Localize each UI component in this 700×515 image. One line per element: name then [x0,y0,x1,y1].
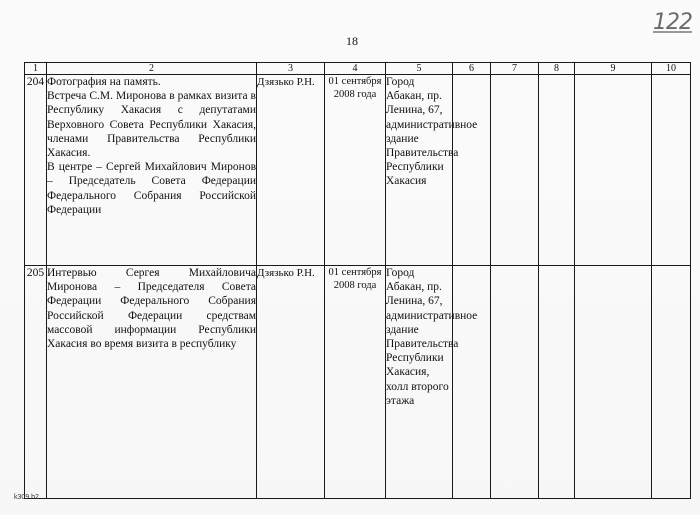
record-number: 205 [25,266,47,499]
column-number: 4 [325,63,386,75]
empty-cell [652,75,691,266]
record-author: Дзязько Р.Н. [257,266,325,499]
record-number: 204 [25,75,47,266]
column-number: 7 [491,63,539,75]
empty-cell [491,266,539,499]
empty-cell [491,75,539,266]
empty-cell [575,266,652,499]
column-number-row [25,63,691,75]
description-paragraph: В центре – Сергей Михайлович Миронов – Председатель Совета Федерации Федерального Собрания Российской Федерации [47,161,256,216]
column-number: 9 [575,63,652,75]
description-paragraph: Интервью Сергея Михайловича Миронова – Председателя Совета Федерации Федерального Собрания Российской Федерации средствам массовой информации Республики Хакасия во время визита в республику [47,267,256,351]
empty-cell [453,75,491,266]
column-number: 1 [25,63,47,75]
handwritten-page-number: 122 [653,10,692,35]
page-number: 18 [346,34,358,48]
column-number: 5 [386,63,453,75]
table-row [25,75,691,266]
column-number: 6 [453,63,491,75]
record-author: Дзязько Р.Н. [257,75,325,266]
description-paragraph: Фотография на память. [47,76,161,88]
empty-cell [539,75,575,266]
record-date: 01 сентября 2008 года [325,266,386,499]
empty-cell [652,266,691,499]
record-date: 01 сентября 2008 года [325,75,386,266]
column-number: 3 [257,63,325,75]
record-place: Город Абакан, пр. Ленина, 67, административное здание Правительства Республики Хакасия, холл второго этажа [386,266,453,499]
column-number: 10 [652,63,691,75]
description-paragraph: Встреча С.М. Миронова в рамках визита в Республику Хакасия с депутатами Верховного Совета Республики Хакасия, членами Правительства Республики Хакасия. [47,90,256,160]
column-number: 8 [539,63,575,75]
table-row [25,266,691,499]
photo-registry-table [24,62,691,499]
empty-cell [539,266,575,499]
record-place: Город Абакан, пр. Ленина, 67, административное здание Правительства Республики Хакасия [386,75,453,266]
footer-mark: k309 b2 [14,494,39,501]
column-number: 2 [47,63,257,75]
record-description [47,266,257,499]
empty-cell [453,266,491,499]
empty-cell [575,75,652,266]
record-description [47,75,257,266]
